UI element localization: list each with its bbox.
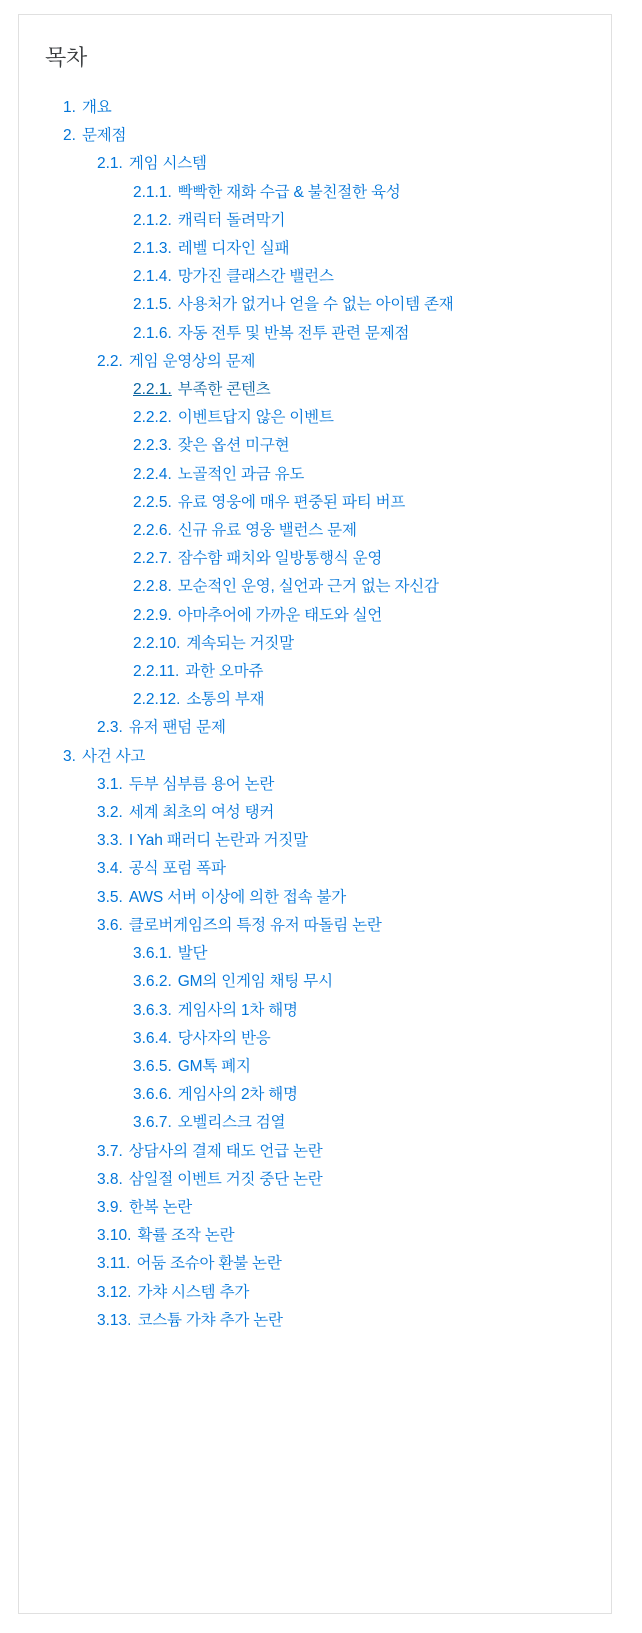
toc-label: GM톡 폐지 — [177, 1057, 251, 1075]
toc-item — [41, 827, 593, 855]
toc-item — [41, 573, 593, 601]
toc-item — [41, 997, 593, 1025]
toc-number: 2.2.7. — [133, 550, 172, 568]
toc-link[interactable] — [41, 1279, 593, 1307]
toc-link[interactable] — [41, 912, 593, 940]
toc-link[interactable] — [41, 658, 593, 686]
toc-link[interactable] — [41, 207, 593, 235]
toc-label: 계속되는 거짓말 — [186, 634, 294, 652]
toc-item — [41, 376, 593, 404]
toc-label: 문제점 — [81, 127, 127, 145]
toc-number: 2.2.12. — [133, 691, 181, 709]
toc-link[interactable] — [41, 884, 593, 912]
toc-link[interactable] — [41, 179, 593, 207]
toc-number: 3.4. — [97, 860, 123, 878]
toc-label: 소통의 부재 — [186, 691, 265, 709]
toc-item — [41, 517, 593, 545]
toc-label: 확률 조작 논란 — [137, 1227, 235, 1245]
toc-label: 당사자의 반응 — [177, 1029, 271, 1047]
toc-number: 2.2.3. — [133, 437, 172, 455]
toc-number: 2.3. — [97, 719, 123, 737]
toc-number: 2.2.11. — [133, 663, 180, 681]
toc-item — [41, 602, 593, 630]
toc-number: 3.6.2. — [133, 973, 172, 991]
toc-number: 1. — [63, 99, 76, 116]
toc-number: 3. — [63, 747, 76, 765]
toc-number: 3.9. — [97, 1198, 123, 1216]
toc-label: 상담사의 결제 태도 언급 논란 — [128, 1142, 323, 1160]
toc-label: 망가진 클래스간 밸런스 — [177, 268, 334, 286]
toc-item — [41, 489, 593, 517]
toc-label: GM의 인게임 채팅 무시 — [177, 973, 333, 991]
toc-link[interactable] — [41, 968, 593, 996]
toc-link[interactable] — [41, 1081, 593, 1109]
toc-link[interactable] — [41, 743, 593, 771]
toc-label: 어둠 조슈아 환불 논란 — [136, 1255, 282, 1273]
toc-label: 클로버게임즈의 특정 유저 따돌림 논란 — [128, 916, 382, 934]
toc-number: 3.6.6. — [133, 1086, 172, 1104]
toc-number: 3.7. — [97, 1142, 123, 1160]
toc-label: 두부 심부름 용어 논란 — [128, 775, 275, 793]
toc-number: 2. — [63, 127, 76, 145]
toc-label: 빡빡한 재화 수급 & 불친절한 육성 — [177, 183, 401, 201]
toc-number: 3.2. — [97, 804, 123, 822]
toc-item — [41, 912, 593, 940]
toc-number: 2.2. — [97, 352, 123, 370]
toc-item — [41, 1222, 593, 1250]
toc-link[interactable] — [41, 799, 593, 827]
toc-item — [41, 1025, 593, 1053]
toc-label: 삼일절 이벤트 거짓 중단 논란 — [128, 1170, 323, 1188]
toc-link[interactable] — [41, 348, 593, 376]
toc-label: 레벨 디자인 실패 — [177, 240, 290, 258]
toc-item — [41, 1081, 593, 1109]
toc-label: 한복 논란 — [128, 1198, 193, 1216]
toc-label: 유저 팬덤 문제 — [128, 719, 226, 737]
toc-link[interactable] — [41, 545, 593, 573]
toc-link[interactable] — [41, 404, 593, 432]
toc-label: 게임 시스템 — [128, 155, 207, 173]
toc-item — [41, 235, 593, 263]
toc-number: 2.2.10. — [133, 634, 181, 652]
toc-item — [41, 771, 593, 799]
toc-item — [41, 207, 593, 235]
toc-list — [41, 94, 593, 1335]
toc-item — [41, 320, 593, 348]
toc-label: 가챠 시스템 추가 — [137, 1283, 250, 1301]
toc-label: 게임사의 1차 해명 — [177, 1001, 298, 1019]
toc-label: 게임사의 2차 해명 — [177, 1086, 298, 1104]
toc-label: 세계 최초의 여성 탱커 — [128, 804, 275, 822]
toc-item — [41, 799, 593, 827]
toc-item — [41, 348, 593, 376]
toc-number: 3.6. — [97, 916, 123, 934]
toc-label: 과한 오마쥬 — [185, 663, 264, 681]
toc-label: 부족한 콘텐츠 — [177, 381, 271, 399]
toc-item — [41, 1053, 593, 1081]
toc-link[interactable] — [41, 461, 593, 489]
toc-link[interactable] — [41, 1138, 593, 1166]
toc-label: 오벨리스크 검열 — [177, 1114, 286, 1132]
toc-link[interactable] — [41, 1053, 593, 1081]
toc-item — [41, 855, 593, 883]
toc-label: 아마추어에 가까운 태도와 실언 — [177, 606, 383, 624]
toc-link[interactable] — [41, 235, 593, 263]
toc-item — [41, 1250, 593, 1278]
toc-link[interactable] — [41, 855, 593, 883]
toc-number: 3.10. — [97, 1227, 132, 1245]
toc-number: 3.12. — [97, 1283, 132, 1301]
toc-label: 사건 사고 — [81, 747, 146, 765]
toc-label: 코스튬 가챠 추가 논란 — [137, 1311, 283, 1329]
toc-link[interactable] — [41, 602, 593, 630]
toc-item — [41, 884, 593, 912]
toc-link[interactable] — [41, 1307, 593, 1335]
toc-item — [41, 94, 593, 122]
toc-item — [41, 686, 593, 714]
toc-number: 2.2.5. — [133, 493, 172, 511]
toc-number: 3.6.7. — [133, 1114, 172, 1132]
toc-label: 자동 전투 및 반복 전투 관련 문제점 — [177, 324, 410, 342]
toc-item — [41, 630, 593, 658]
toc-link[interactable] — [41, 630, 593, 658]
toc-label: 잠수함 패치와 일방통행식 운영 — [177, 550, 383, 568]
toc-link[interactable] — [41, 573, 593, 601]
toc-link[interactable] — [41, 291, 593, 319]
toc-label: 공식 포럼 폭파 — [128, 860, 226, 878]
toc-link[interactable] — [41, 1166, 593, 1194]
toc-item — [41, 940, 593, 968]
toc-number: 2.1.5. — [133, 296, 172, 314]
toc-link[interactable] — [41, 489, 593, 517]
toc-item — [41, 179, 593, 207]
toc-item — [41, 1138, 593, 1166]
toc-link[interactable] — [41, 517, 593, 545]
toc-item — [41, 658, 593, 686]
toc-number: 2.2.2. — [133, 409, 172, 427]
toc-link[interactable] — [41, 376, 593, 404]
toc-number: 3.1. — [97, 775, 123, 793]
toc-link[interactable] — [41, 1222, 593, 1250]
toc-label: 캐릭터 돌려막기 — [177, 211, 286, 229]
toc-label: 사용처가 없거나 얻을 수 없는 아이템 존재 — [177, 296, 454, 314]
toc-item — [41, 150, 593, 178]
toc-link[interactable] — [41, 1194, 593, 1222]
toc-item — [41, 743, 593, 771]
toc-link[interactable] — [41, 771, 593, 799]
toc-item — [41, 122, 593, 150]
toc-number: 3.6.4. — [133, 1029, 172, 1047]
toc-number: 2.1.4. — [133, 268, 172, 286]
toc-number: 2.1.3. — [133, 240, 172, 258]
toc-number: 3.11. — [97, 1255, 131, 1273]
toc-item — [41, 432, 593, 460]
toc-link[interactable] — [41, 940, 593, 968]
toc-link[interactable] — [41, 686, 593, 714]
toc-number: 3.8. — [97, 1170, 123, 1188]
toc-number: 2.1.2. — [133, 211, 172, 229]
toc-label: 잦은 옵션 미구현 — [177, 437, 290, 455]
toc-item — [41, 1109, 593, 1137]
toc-number: 2.2.8. — [133, 578, 172, 596]
toc-number: 3.6.5. — [133, 1057, 172, 1075]
toc-label: 유료 영웅에 매우 편중된 파티 버프 — [177, 493, 406, 511]
toc-label: 게임 운영상의 문제 — [128, 352, 256, 370]
toc-link[interactable] — [41, 432, 593, 460]
toc-link[interactable] — [41, 263, 593, 291]
toc-number: 2.2.6. — [133, 522, 172, 540]
toc-link[interactable] — [41, 1025, 593, 1053]
toc-item — [41, 291, 593, 319]
toc-number: 2.1.6. — [133, 324, 172, 342]
toc-number: 3.13. — [97, 1311, 132, 1329]
toc-item — [41, 1307, 593, 1335]
toc-number: 3.6.3. — [133, 1001, 172, 1019]
toc-item — [41, 1279, 593, 1307]
toc-item — [41, 545, 593, 573]
toc-number: 3.3. — [97, 832, 123, 850]
toc-label: 발단 — [177, 945, 208, 963]
toc-item — [41, 404, 593, 432]
toc-link[interactable] — [41, 1109, 593, 1137]
toc-link[interactable] — [41, 997, 593, 1025]
toc-label: 노골적인 과금 유도 — [177, 465, 305, 483]
toc-item — [41, 1166, 593, 1194]
toc-link[interactable] — [41, 320, 593, 348]
toc-label: 개요 — [81, 99, 112, 116]
toc-item — [41, 1194, 593, 1222]
toc-label: 모순적인 운영, 실언과 근거 없는 자신감 — [177, 578, 439, 596]
toc-number: 3.5. — [97, 888, 123, 906]
toc-label: I Yah 패러디 논란과 거짓말 — [128, 832, 308, 850]
table-of-contents — [18, 14, 612, 1614]
toc-number: 2.1. — [97, 155, 123, 173]
toc-number: 2.1.1. — [133, 183, 172, 201]
toc-number: 2.2.9. — [133, 606, 172, 624]
toc-label: AWS 서버 이상에 의한 접속 불가 — [128, 888, 347, 906]
toc-item — [41, 263, 593, 291]
toc-link[interactable] — [41, 150, 593, 178]
toc-link[interactable] — [41, 1250, 593, 1278]
toc-item — [41, 714, 593, 742]
toc-item — [41, 968, 593, 996]
toc-number: 2.2.4. — [133, 465, 172, 483]
toc-label: 신규 유료 영웅 밸런스 문제 — [177, 522, 357, 540]
toc-link[interactable] — [41, 94, 593, 122]
toc-label: 이벤트답지 않은 이벤트 — [177, 409, 334, 427]
toc-item — [41, 461, 593, 489]
toc-heading: 목차 — [45, 45, 87, 70]
toc-link[interactable] — [41, 122, 593, 150]
toc-number: 2.2.1. — [133, 381, 172, 399]
toc-link[interactable] — [41, 827, 593, 855]
toc-number: 3.6.1. — [133, 945, 172, 963]
toc-link[interactable] — [41, 714, 593, 742]
